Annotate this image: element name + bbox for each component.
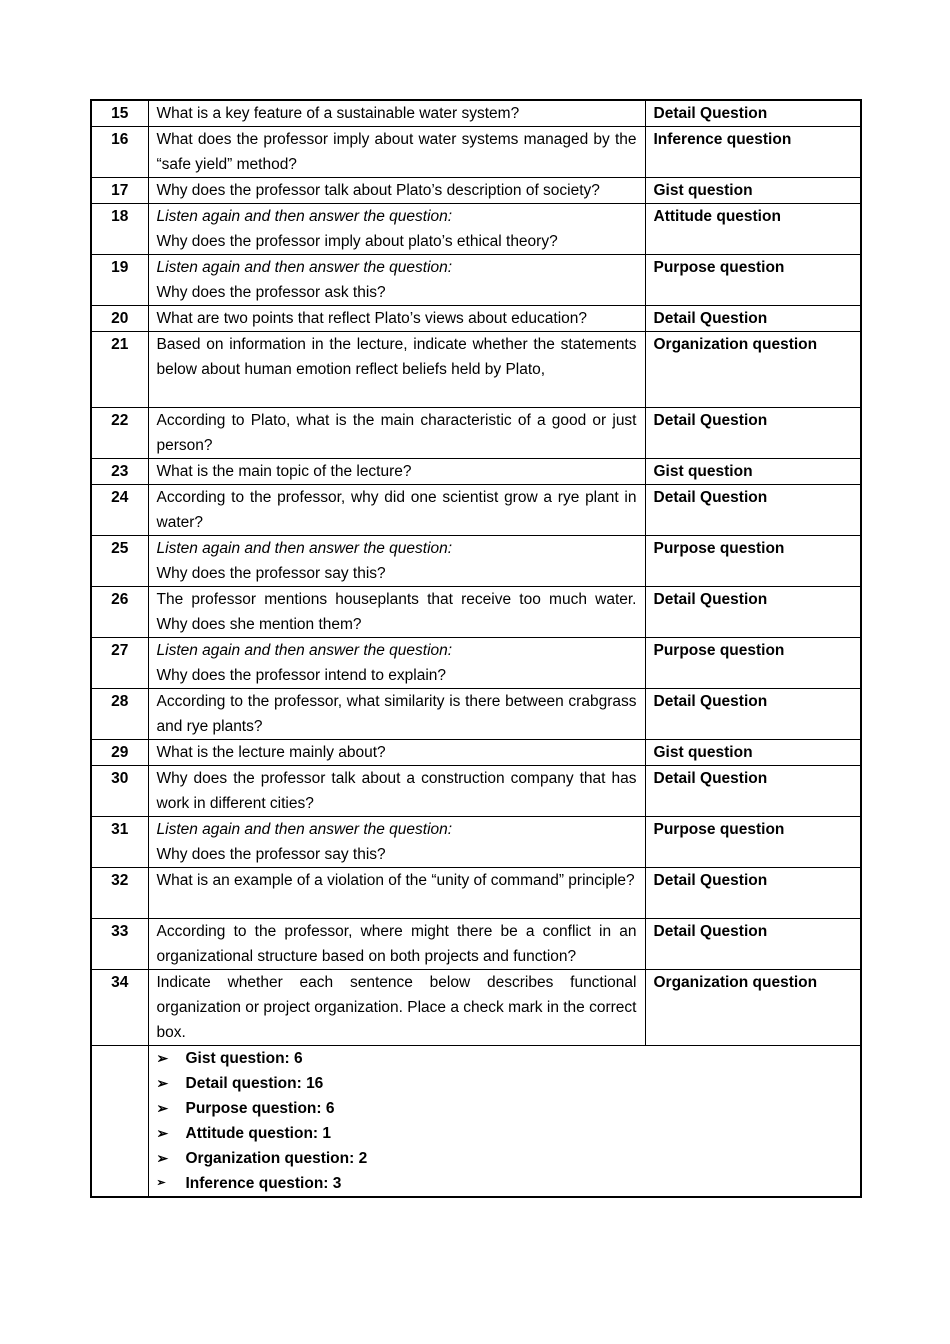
arrowhead-bullet-icon: ➢ — [156, 1150, 169, 1166]
table-row — [91, 587, 861, 638]
summary-text: Purpose question: 6 — [185, 1100, 335, 1117]
question-number: 33 — [91, 919, 148, 970]
question-text: Based on information in the lecture, indicate whether the statements below about human emotion reflect beliefs held by Plato, — [156, 336, 637, 378]
table-row — [91, 919, 861, 970]
summary-text: Attitude question: 1 — [185, 1125, 332, 1142]
question-number: 19 — [91, 255, 148, 306]
summary-text: Gist question: 6 — [185, 1050, 303, 1067]
question-type: Detail Question — [645, 587, 861, 638]
question-text: Why does the professor talk about Plato’s description of society? — [156, 182, 600, 199]
table-row — [91, 306, 861, 332]
question-text: What is an example of a violation of the “unity of command” principle? — [156, 872, 635, 889]
table-row — [91, 638, 861, 689]
question-number: 26 — [91, 587, 148, 638]
listen-again-prompt: Listen again and then answer the question: — [156, 821, 453, 838]
listen-again-prompt: Listen again and then answer the question: — [156, 540, 453, 557]
question-text-cell — [148, 485, 645, 536]
question-type: Organization question — [645, 970, 861, 1046]
summary-text: Inference question: 3 — [185, 1175, 342, 1192]
table-row — [91, 868, 861, 919]
question-text-cell — [148, 766, 645, 817]
question-text-cell — [148, 306, 645, 332]
question-text-cell — [148, 127, 645, 178]
question-text-cell — [148, 587, 645, 638]
question-type: Gist question — [645, 459, 861, 485]
table-row — [91, 459, 861, 485]
question-type: Detail Question — [645, 766, 861, 817]
question-text: Indicate whether each sentence below describes functional organization or project organization. Place a check mark in the correct box. — [156, 974, 637, 1041]
question-type: Detail Question — [645, 868, 861, 919]
arrowhead-bullet-icon: ➢ — [156, 1125, 169, 1141]
question-type: Purpose question — [645, 255, 861, 306]
question-number: 27 — [91, 638, 148, 689]
question-text: What is the lecture mainly about? — [156, 744, 386, 761]
question-text-cell — [148, 919, 645, 970]
question-number: 23 — [91, 459, 148, 485]
question-type: Detail Question — [645, 408, 861, 459]
question-number: 28 — [91, 689, 148, 740]
question-type: Detail Question — [645, 919, 861, 970]
question-type: Detail Question — [645, 100, 861, 127]
arrowhead-bullet-icon: ➢ — [156, 1100, 169, 1116]
question-text: What is the main topic of the lecture? — [156, 463, 412, 480]
summary-text: Detail question: 16 — [185, 1075, 324, 1092]
question-type: Purpose question — [645, 638, 861, 689]
question-text-cell — [148, 740, 645, 766]
arrowhead-bullet-icon: ➢ — [156, 1177, 166, 1189]
question-type: Gist question — [645, 178, 861, 204]
table-row — [91, 178, 861, 204]
question-text-cell — [148, 817, 645, 868]
question-text-cell — [148, 408, 645, 459]
listen-again-prompt: Listen again and then answer the question: — [156, 208, 453, 225]
question-type: Attitude question — [645, 204, 861, 255]
question-text-cell — [148, 204, 645, 255]
table-row — [91, 255, 861, 306]
question-text-cell — [148, 638, 645, 689]
question-number: 20 — [91, 306, 148, 332]
question-number: 18 — [91, 204, 148, 255]
question-number: 30 — [91, 766, 148, 817]
question-number: 31 — [91, 817, 148, 868]
table-row — [91, 740, 861, 766]
question-text: The professor mentions houseplants that receive too much water. Why does she mention them? — [156, 591, 637, 633]
table-row — [91, 766, 861, 817]
question-type-summary-list — [157, 1046, 853, 1196]
question-text: What is a key feature of a sustainable water system? — [156, 105, 520, 122]
table-row — [91, 970, 861, 1046]
question-text-cell — [148, 100, 645, 127]
question-text: Why does the professor imply about plato’s ethical theory? — [156, 233, 558, 250]
table-row — [91, 536, 861, 587]
summary-item — [157, 1171, 853, 1196]
question-number: 32 — [91, 868, 148, 919]
question-number: 16 — [91, 127, 148, 178]
question-type: Detail Question — [645, 485, 861, 536]
empty-number-cell — [91, 1046, 148, 1198]
question-text: According to Plato, what is the main characteristic of a good or just person? — [156, 412, 637, 454]
question-number: 34 — [91, 970, 148, 1046]
question-type-table — [90, 99, 862, 1198]
summary-item — [157, 1146, 853, 1171]
question-text: According to the professor, where might there be a conflict in an organizational structure based on both projects and function? — [156, 923, 637, 965]
question-number: 22 — [91, 408, 148, 459]
summary-row — [91, 1046, 861, 1198]
listen-again-prompt: Listen again and then answer the question: — [156, 642, 453, 659]
question-text: Why does the professor say this? — [156, 846, 386, 863]
question-text: Why does the professor talk about a construction company that has work in different cities? — [156, 770, 637, 812]
question-text-cell — [148, 255, 645, 306]
question-text-cell — [148, 178, 645, 204]
question-text: What are two points that reflect Plato’s views about education? — [156, 310, 588, 327]
listen-again-prompt: Listen again and then answer the question: — [156, 259, 453, 276]
question-number: 25 — [91, 536, 148, 587]
question-text: According to the professor, what similarity is there between crabgrass and rye plants? — [156, 693, 637, 735]
table-row — [91, 127, 861, 178]
question-type: Inference question — [645, 127, 861, 178]
question-type: Detail Question — [645, 306, 861, 332]
table-row — [91, 689, 861, 740]
table-row — [91, 408, 861, 459]
question-text-cell — [148, 459, 645, 485]
question-text-cell — [148, 689, 645, 740]
question-type: Gist question — [645, 740, 861, 766]
question-text: What does the professor imply about water systems managed by the “safe yield” method? — [156, 131, 637, 173]
table-body — [91, 100, 861, 1197]
question-text: Why does the professor say this? — [156, 565, 386, 582]
question-text: Why does the professor intend to explain? — [156, 667, 447, 684]
question-type: Organization question — [645, 332, 861, 408]
question-text: Why does the professor ask this? — [156, 284, 386, 301]
question-text-cell — [148, 868, 645, 919]
summary-item — [157, 1121, 853, 1146]
question-type: Purpose question — [645, 536, 861, 587]
summary-item — [157, 1096, 853, 1121]
table-row — [91, 485, 861, 536]
question-type: Purpose question — [645, 817, 861, 868]
summary-item — [157, 1046, 853, 1071]
question-number: 15 — [91, 100, 148, 127]
summary-text: Organization question: 2 — [185, 1150, 368, 1167]
summary-cell — [148, 1046, 861, 1198]
table-row — [91, 332, 861, 408]
question-number: 24 — [91, 485, 148, 536]
arrowhead-bullet-icon: ➢ — [156, 1075, 169, 1091]
question-number: 21 — [91, 332, 148, 408]
table-row — [91, 204, 861, 255]
summary-item — [157, 1071, 853, 1096]
question-text-cell — [148, 970, 645, 1046]
question-type: Detail Question — [645, 689, 861, 740]
question-text-cell — [148, 536, 645, 587]
question-number: 29 — [91, 740, 148, 766]
question-text: According to the professor, why did one scientist grow a rye plant in water? — [156, 489, 637, 531]
table-row — [91, 100, 861, 127]
question-number: 17 — [91, 178, 148, 204]
question-text-cell — [148, 332, 645, 408]
arrowhead-bullet-icon: ➢ — [156, 1050, 169, 1066]
table-row — [91, 817, 861, 868]
